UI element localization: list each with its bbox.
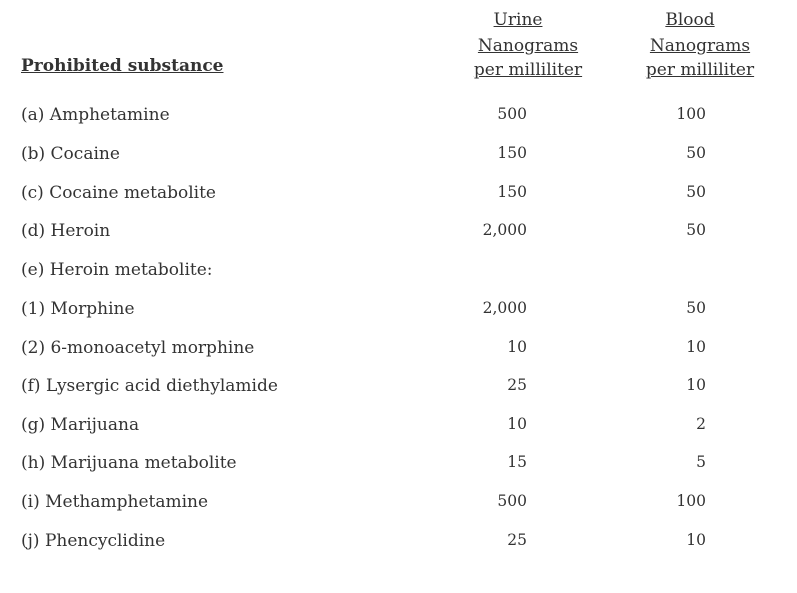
urine-column-title [458, 8, 578, 32]
urine-units-line1: Nanograms [477, 36, 579, 56]
urine-value: 15 [507, 453, 527, 471]
blood-units-line2: per milliliter [645, 60, 755, 80]
urine-value: 150 [497, 144, 527, 162]
urine-title-text: Urine [493, 10, 543, 30]
urine-value: 25 [507, 376, 527, 394]
table-row [0, 183, 797, 207]
blood-value: 50 [686, 299, 706, 317]
blood-value: 5 [696, 453, 706, 471]
blood-title-text: Blood [665, 10, 715, 30]
blood-value: 50 [686, 183, 706, 201]
blood-units-line1: Nanograms [649, 36, 751, 56]
table-row [0, 415, 797, 439]
table-row [0, 144, 797, 168]
substance-column-header: Prohibited substance [21, 56, 224, 76]
urine-value: 500 [497, 105, 527, 123]
substance-name: (b) Cocaine [21, 144, 120, 164]
table-row [0, 260, 797, 284]
urine-column-units [458, 34, 598, 82]
urine-value: 500 [497, 492, 527, 510]
urine-value: 150 [497, 183, 527, 201]
table-row [0, 221, 797, 245]
blood-value: 50 [686, 144, 706, 162]
blood-column-title [630, 8, 750, 32]
substance-name: (2) 6-monoacetyl morphine [21, 338, 255, 358]
table-row [0, 299, 797, 323]
blood-value: 50 [686, 221, 706, 239]
blood-value: 100 [676, 105, 706, 123]
table-row [0, 338, 797, 362]
substance-name: (i) Methamphetamine [21, 492, 209, 512]
substance-name: (f) Lysergic acid diethylamide [21, 376, 278, 396]
urine-value: 25 [507, 531, 527, 549]
blood-value: 10 [686, 376, 706, 394]
urine-value: 10 [507, 415, 527, 433]
blood-value: 10 [686, 338, 706, 356]
substance-name: (e) Heroin metabolite: [21, 260, 213, 280]
blood-value: 100 [676, 492, 706, 510]
blood-value: 10 [686, 531, 706, 549]
substance-name: (c) Cocaine metabolite [21, 183, 216, 203]
substance-name: (d) Heroin [21, 221, 111, 241]
blood-column-units [630, 34, 770, 82]
urine-value: 2,000 [482, 299, 527, 317]
table-row [0, 492, 797, 516]
blood-value: 2 [696, 415, 706, 433]
substance-name: (a) Amphetamine [21, 105, 170, 125]
table-row [0, 105, 797, 129]
urine-value: 2,000 [482, 221, 527, 239]
substance-name: (1) Morphine [21, 299, 135, 319]
substance-name: (g) Marijuana [21, 415, 140, 435]
urine-value: 10 [507, 338, 527, 356]
substance-name: (h) Marijuana metabolite [21, 453, 237, 473]
table-row [0, 531, 797, 555]
substance-name: (j) Phencyclidine [21, 531, 166, 551]
table-row [0, 376, 797, 400]
table-row [0, 453, 797, 477]
urine-units-line2: per milliliter [473, 60, 583, 80]
